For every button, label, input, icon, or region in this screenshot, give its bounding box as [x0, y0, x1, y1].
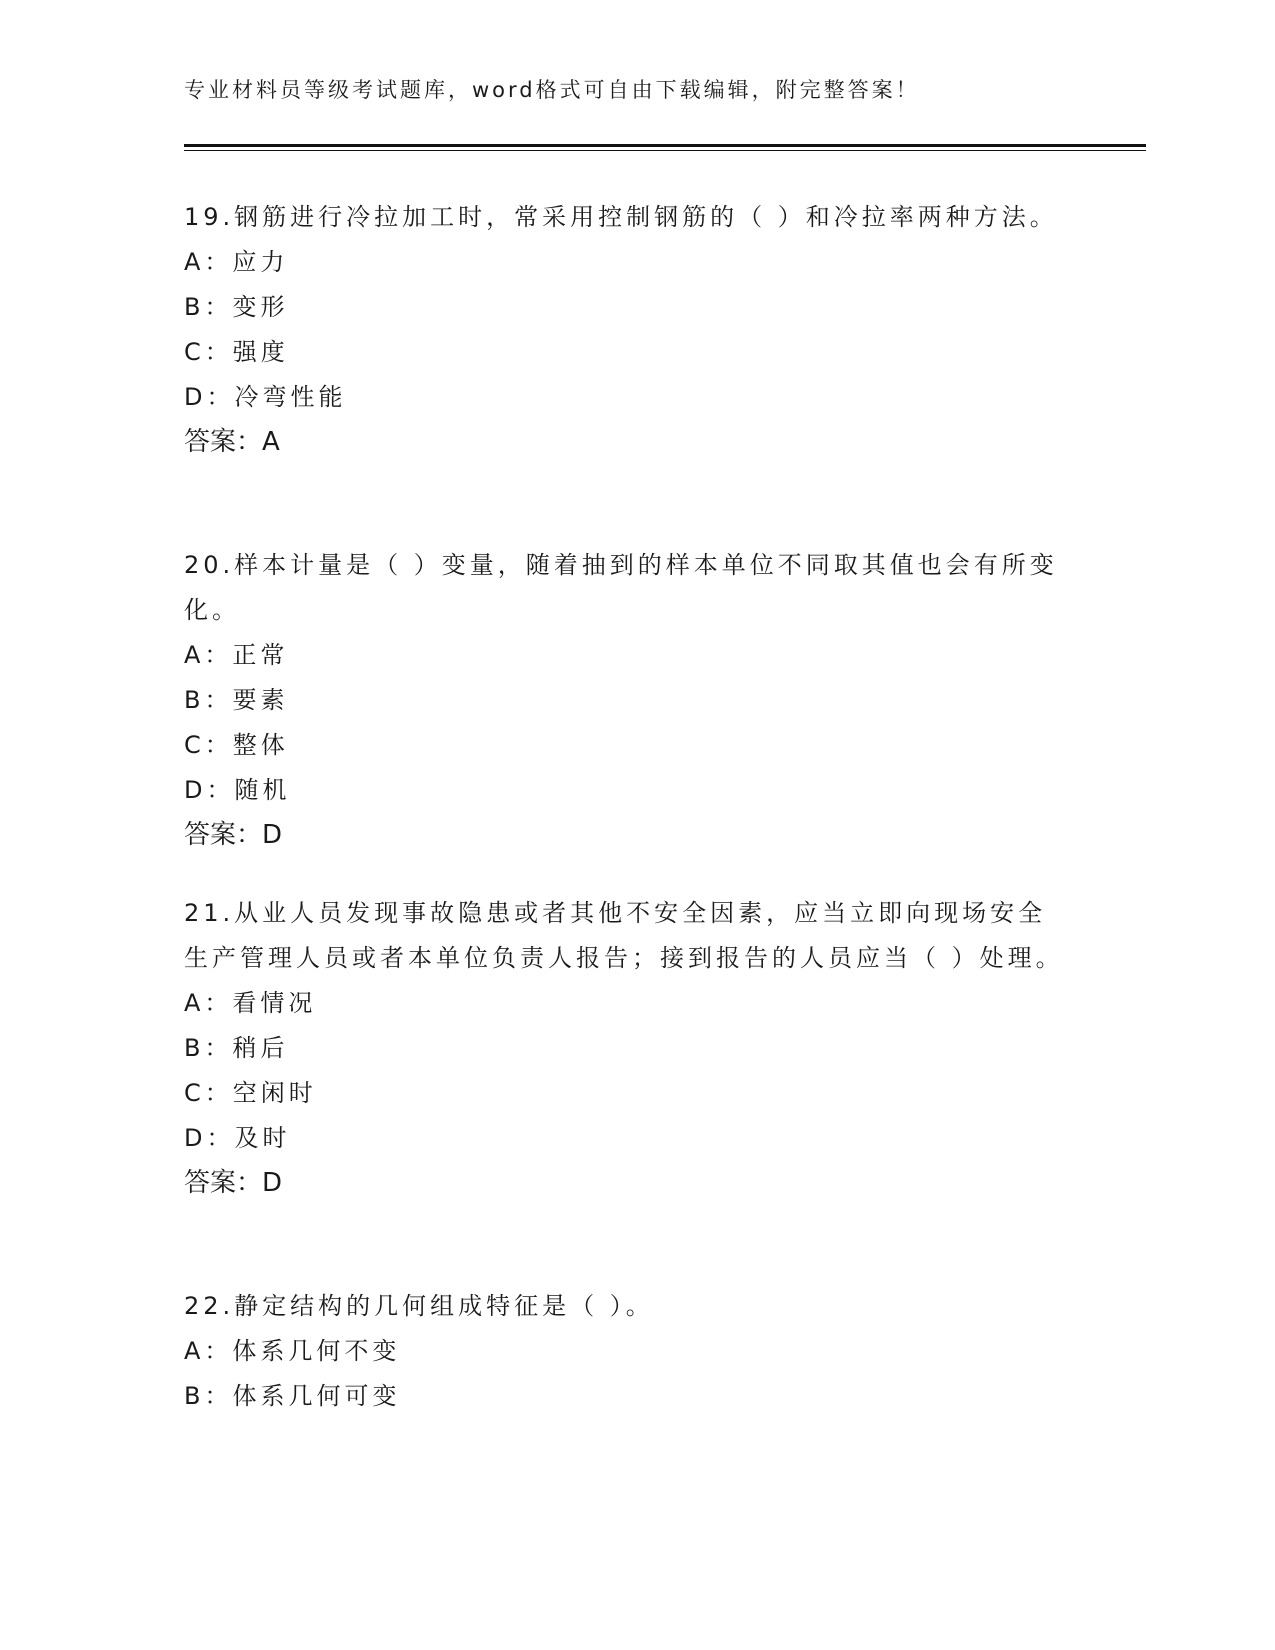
answer: 答案：A [184, 427, 280, 457]
question-22 [184, 1284, 1064, 1419]
option-c: C：强度 [184, 338, 289, 366]
page-header: 专业材料员等级考试题库，word格式可自由下载编辑，附完整答案！ [184, 78, 920, 102]
question-stem: 21.从业人员发现事故隐患或者其他不安全因素，应当立即向现场安全生产管理人员或者本单位负责人报告；接到报告的人员应当（ ）处理。 [184, 899, 1064, 972]
option-d: D：及时 [184, 1124, 291, 1152]
option-b: B：要素 [184, 686, 289, 714]
header-rule-thin [184, 150, 1146, 151]
option-d: D：随机 [184, 776, 291, 804]
option-a: A：正常 [184, 641, 289, 669]
option-c: C：整体 [184, 731, 289, 759]
answer: 答案：D [184, 820, 283, 850]
option-a: A：体系几何不变 [184, 1337, 401, 1365]
question-stem: 19.钢筋进行冷拉加工时，常采用控制钢筋的（ ）和冷拉率两种方法。 [184, 203, 1058, 231]
question-20 [184, 543, 1064, 858]
option-b: B：变形 [184, 293, 289, 321]
option-c: C：空闲时 [184, 1079, 317, 1107]
question-19 [184, 195, 1064, 465]
question-stem: 20.样本计量是（ ）变量，随着抽到的样本单位不同取其值也会有所变化。 [184, 551, 1058, 624]
answer: 答案：D [184, 1168, 283, 1198]
option-a: A：看情况 [184, 989, 317, 1017]
option-b: B：体系几何可变 [184, 1382, 401, 1410]
option-b: B：稍后 [184, 1034, 289, 1062]
option-d: D：冷弯性能 [184, 383, 347, 411]
question-21 [184, 891, 1064, 1206]
question-stem: 22.静定结构的几何组成特征是（ ）。 [184, 1292, 654, 1320]
option-a: A：应力 [184, 248, 289, 276]
header-rule-thick [184, 144, 1146, 147]
